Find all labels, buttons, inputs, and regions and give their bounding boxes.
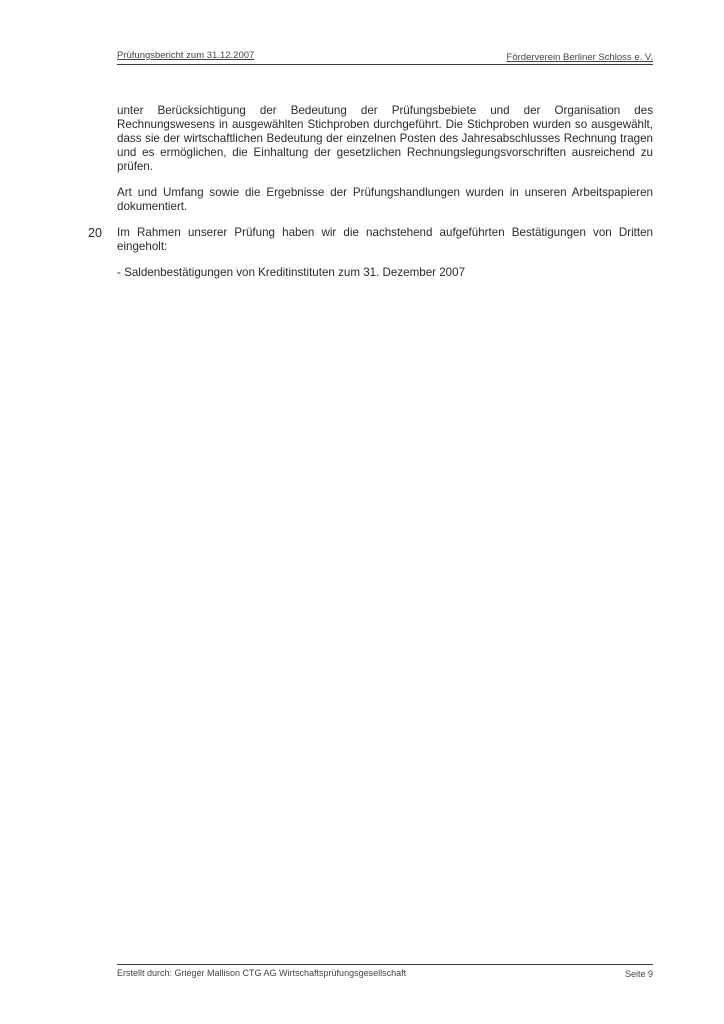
page-header — [117, 46, 653, 65]
paragraph-sampling: unter Berücksichtigung der Bedeutung der Prüfungsbebiete und der Organisation des Rechnungswesens in ausgewählten Stichproben durchgeführt. Die Stichproben wurden so ausgewählt, dass sie der wirtschaftlichen Bedeutung der einzelnen Posten des Jahresabschlusses Rechnung tragen und es ermöglichen, die Einhaltung der gesetzlichen Rechnungslegungsvorschriften ausreichend zu prüfen. — [117, 104, 653, 173]
footer-page-number: Seite 9 — [624, 969, 653, 979]
header-report-title: Prüfungsbericht zum 31.12.2007 — [117, 50, 255, 61]
header-organization: Förderverein Berliner Schloss e. V. — [506, 52, 653, 63]
page-footer — [117, 964, 653, 981]
paragraph-confirmations: Im Rahmen unserer Prüfung haben wir die nachstehend aufgeführten Bestätigungen von Dritten eingeholt: — [117, 226, 653, 253]
document-body — [88, 104, 653, 292]
footer-author: Erstellt durch: Grieger Mallison CTG AG Wirtschaftsprüfungsgesellschaft — [117, 968, 407, 978]
paragraph-number: 20 — [88, 226, 102, 240]
numbered-paragraph — [88, 226, 653, 254]
paragraph-documentation: Art und Umfang sowie die Ergebnisse der Prüfungshandlungen wurden in unseren Arbeitspapieren dokumentiert. — [117, 186, 653, 213]
list-item: - Saldenbestätigungen von Kreditinstituten zum 31. Dezember 2007 — [117, 266, 466, 279]
